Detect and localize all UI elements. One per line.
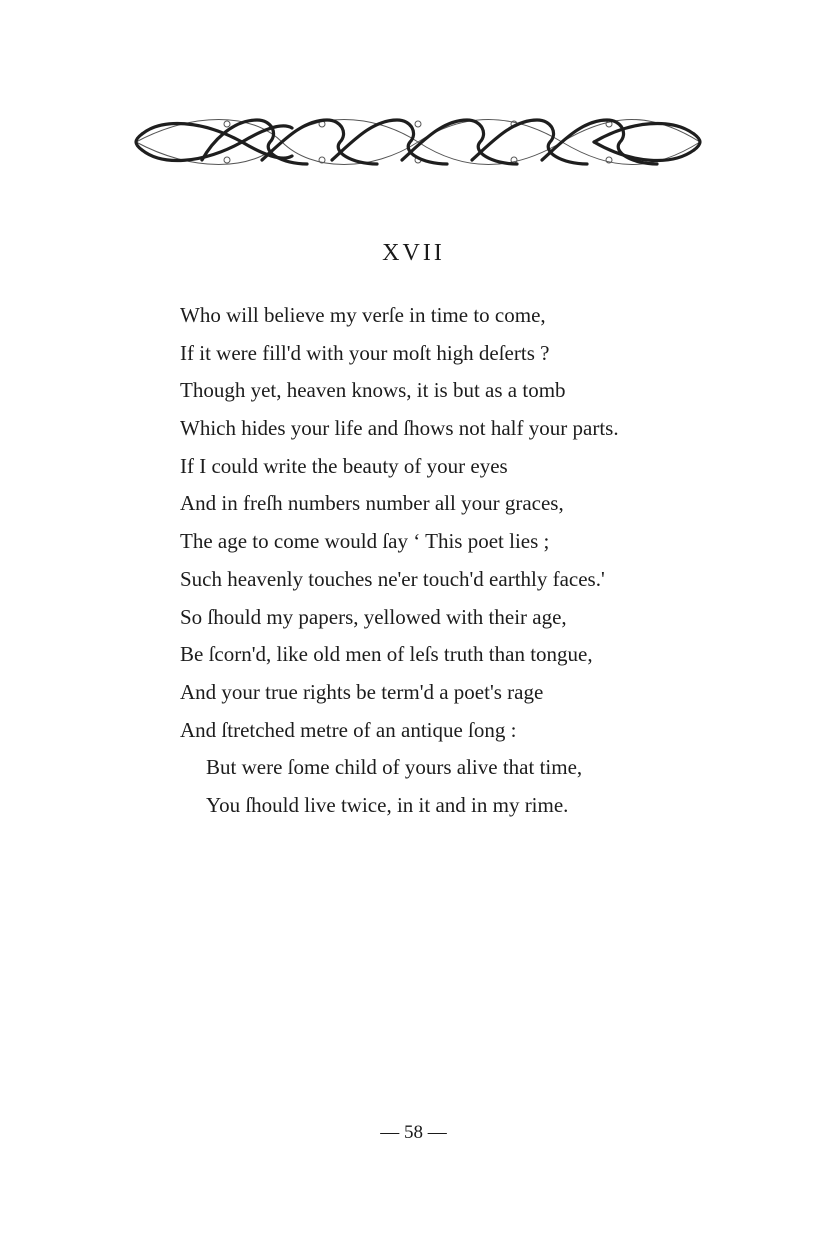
- poem-line: Be ſcorn'd, like old men of leſs truth than tongue,: [180, 642, 593, 667]
- poem-line: If I could write the beauty of your eyes: [180, 453, 508, 478]
- poem-line: Which hides your life and ſhows not half your parts.: [180, 416, 619, 441]
- poem-line: The age to come would ſay ‘ This poet lies ;: [180, 529, 550, 554]
- poem-line: Though yet, heaven knows, it is but as a tomb: [180, 378, 566, 403]
- sonnet-number: XVII: [382, 240, 445, 266]
- poem-line: And ſtretched metre of an antique ſong :: [180, 717, 517, 742]
- page-number: — 58 —: [380, 1122, 447, 1143]
- poem-line: So ſhould my papers, yellowed with their age,: [180, 604, 567, 629]
- poem-text: [180, 297, 740, 825]
- poem-line: If it were fill'd with your moſt high deſerts ?: [180, 340, 550, 365]
- poem-line: And your true rights be term'd a poet's rage: [180, 679, 544, 704]
- poem-line: Who will believe my verſe in time to come,: [180, 303, 546, 327]
- poem-line: Such heavenly touches ne'er touch'd earthly faces.': [180, 566, 605, 591]
- poem-line: And in freſh numbers number all your graces,: [180, 491, 564, 516]
- couplet-line: But were ſome child of yours alive that time,: [206, 755, 583, 780]
- couplet-line: You ſhould live twice, in it and in my rime.: [206, 792, 569, 817]
- flourish-ornament-icon: [132, 112, 704, 172]
